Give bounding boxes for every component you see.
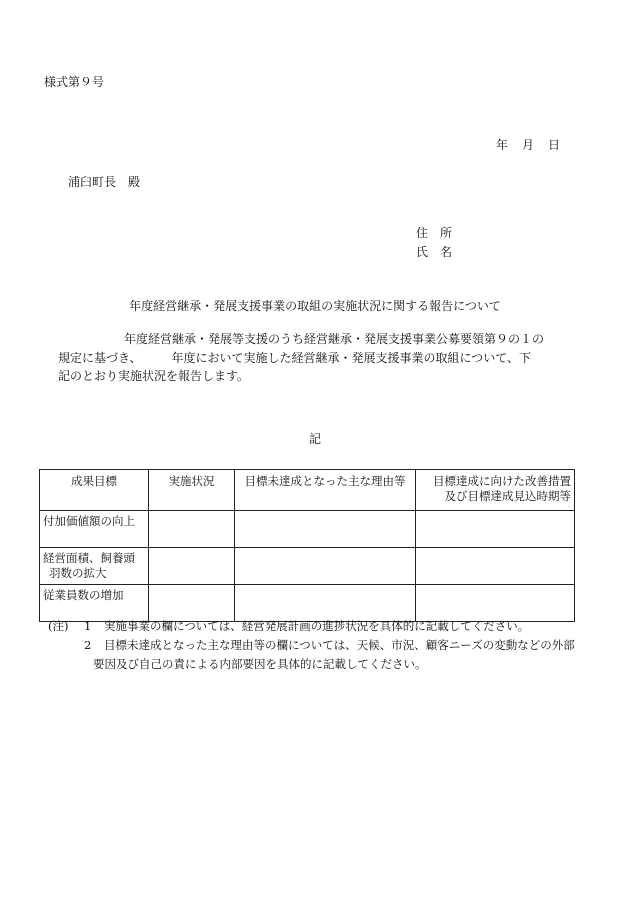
body-line-1: 年度経営継承・発展等支援のうち経営継承・発展支援事業公募要領第９の１の	[124, 332, 545, 346]
note-1-number: 1	[84, 619, 92, 633]
row-label: 付加価値額の向上	[40, 511, 149, 548]
note-2-text: 目標未達成となった主な理由等の欄については、天候、市況、顧客ニーズの変動などの外部	[104, 638, 575, 652]
results-table	[39, 469, 575, 622]
table-cell	[149, 548, 235, 585]
date-day: 日	[548, 138, 561, 152]
header-improvement-line2: 及び目標達成見込時期等	[444, 489, 571, 503]
date-month: 月	[522, 138, 535, 152]
form-number: 様式第９号	[44, 75, 105, 89]
table-cell	[416, 548, 575, 585]
header-improvement-line1: 目標達成に向けた改善措置	[433, 474, 571, 488]
table-cell	[235, 548, 416, 585]
table-cell	[416, 585, 575, 622]
table-row	[40, 585, 575, 622]
table-cell	[416, 511, 575, 548]
row-label: 従業員数の増加	[40, 585, 149, 622]
address-label: 住 所	[416, 226, 453, 240]
notes-section	[48, 617, 608, 674]
table-row	[40, 548, 575, 585]
note-1	[48, 617, 608, 636]
table-cell	[235, 585, 416, 622]
body-line-2: 規定に基づき、 年度において実施した経営継承・発展支援事業の取組について、下	[58, 350, 532, 365]
body-line-3: 記のとおり実施状況を報告します。	[58, 369, 250, 383]
header-reason: 目標未達成となった主な理由等	[235, 470, 416, 511]
ki-heading: 記	[308, 432, 321, 446]
notes-lead: (注)	[48, 619, 69, 633]
table-row	[40, 511, 575, 548]
note-2-number: 2	[84, 638, 92, 652]
note-1-text: 実施事業の欄については、経営発展計画の進捗状況を具体的に記載してください。	[104, 619, 530, 633]
header-improvement	[416, 470, 575, 511]
table-cell	[149, 585, 235, 622]
document-title: 年度経営継承・発展支援事業の取組の実施状況に関する報告について	[129, 299, 501, 313]
date-year: 年	[496, 138, 509, 152]
note-2-continuation: 要因及び自己の責による内部要因を具体的に記載してください。	[93, 657, 427, 671]
date-line	[496, 136, 560, 153]
addressee: 浦臼町長 殿	[68, 175, 141, 189]
header-outcome-goal: 成果目標	[40, 470, 149, 511]
header-status: 実施状況	[149, 470, 235, 511]
row-label: 経営面積、飼養頭 羽数の拡大	[40, 548, 149, 585]
body-paragraph	[58, 330, 588, 386]
table-header-row	[40, 470, 575, 511]
table-cell	[235, 511, 416, 548]
note-2	[48, 636, 608, 655]
name-label: 氏 名	[416, 245, 453, 259]
table-cell	[149, 511, 235, 548]
